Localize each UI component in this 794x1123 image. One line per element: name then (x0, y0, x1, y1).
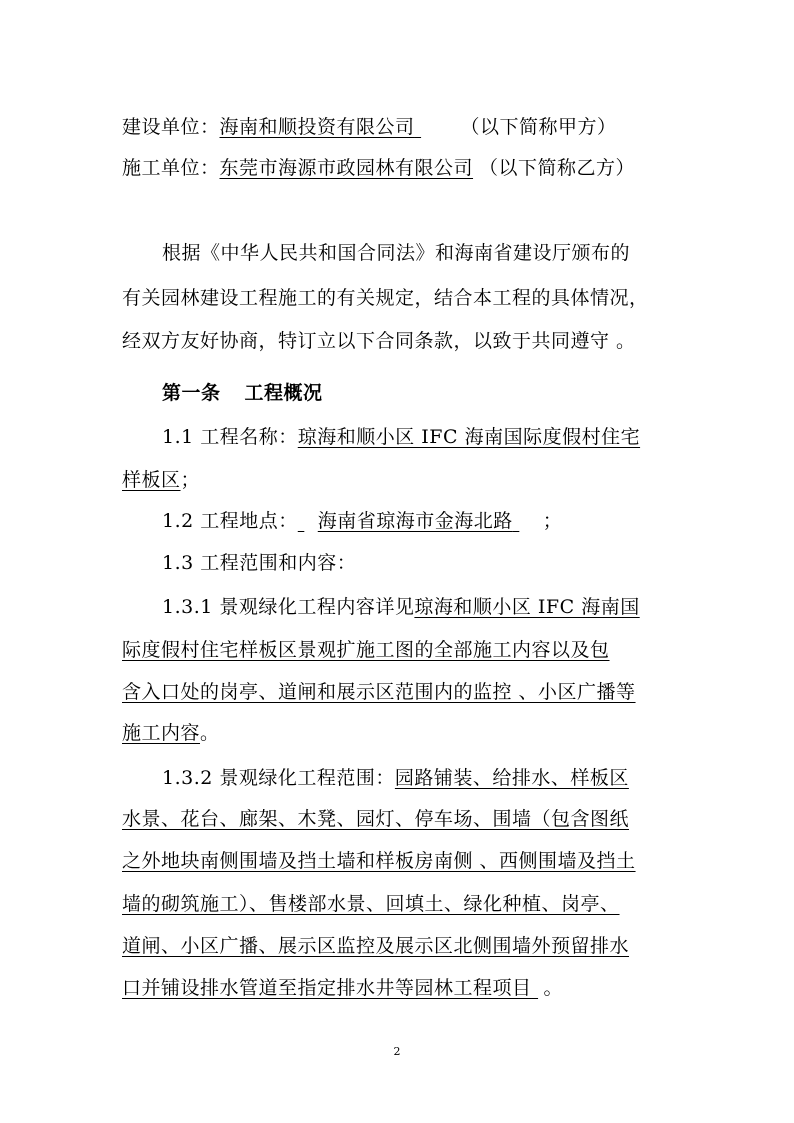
item-1-3-1-prefix: 1.3.1 景观绿化工程内容详见 (162, 596, 415, 618)
item-1-1-line-1 (162, 422, 722, 449)
builder-suffix: （以下简称甲方） (460, 116, 617, 138)
item-1-3-1-line-3: 含入口处的岗亭、道闸和展示区范围内的监控 、小区广播等 (122, 681, 636, 703)
article-1-number: 第一条 (162, 382, 221, 404)
contractor-name: 东莞市海源市政园林有限公司 (219, 157, 474, 179)
item-1-3-1-line-4 (122, 718, 682, 745)
item-1-3-2-end: 。 (543, 977, 564, 999)
item-1-3-1-text-1: 琼海和顺小区 IFC 海南国 (414, 596, 640, 618)
item-1-3-line: 1.3 工程范围和内容： (162, 552, 357, 574)
item-1-2-prefix: 1.2 工程地点： (162, 510, 298, 532)
item-1-2-blank-left (298, 510, 318, 532)
item-1-3-2-line-6 (122, 973, 682, 1000)
builder-name: 海南和顺投资有限公司 (219, 116, 415, 138)
item-1-3-2-line-3: 之外地块南侧围墙及挡土墙和样板房南侧 、西侧围墙及挡土 (122, 850, 636, 872)
item-1-3-2-line-4: 墙的砌筑施工）、售楼部水景、回填土、绿化种植、岗亭、 (122, 893, 620, 915)
builder-label: 建设单位： (122, 116, 220, 138)
item-1-3-1-line-1 (162, 592, 722, 619)
article-1-heading (162, 378, 722, 405)
item-1-3-2-text-1: 园路铺装、给排水、样板区 (394, 767, 629, 789)
item-1-1-value: 琼海和顺小区 IFC 海南国际度假村住宅 (297, 426, 641, 448)
preamble-line-3: 经双方友好协商，特订立以下合同条款，以致于共同遵守 。 (122, 330, 636, 352)
item-1-1-line-2 (122, 465, 682, 492)
builder-line (122, 112, 682, 139)
item-1-3-1-line-2: 际度假村住宅样板区景观扩施工图的全部施工内容以及包 (122, 639, 610, 661)
item-1-2-blank-right (513, 510, 537, 532)
item-1-3-1-text-4: 施工内容 (122, 722, 201, 744)
item-1-1-value-cont: 样板区 (122, 469, 181, 491)
item-1-2-line (162, 506, 722, 533)
preamble-line-1: 根据《中华人民共和国合同法》和海南省建设厅颁布的 (162, 242, 631, 264)
item-1-2-value: 海南省琼海市金海北路 (317, 510, 513, 532)
item-1-3-2-line-1 (162, 763, 722, 790)
contractor-label: 施工单位： (122, 157, 220, 179)
item-1-3-2-line-5: 道闸、小区广播、展示区监控及展示区北侧围墙外预留排水 (122, 935, 630, 957)
item-1-3-2-text-6: 口并铺设排水管道至指定排水井等园林工程项目 (122, 977, 532, 999)
item-1-3-1-end: 。 (200, 722, 220, 744)
item-1-1-prefix: 1.1 工程名称： (162, 426, 298, 448)
item-1-3-2-blank (532, 977, 544, 999)
item-1-1-end: ； (180, 469, 201, 491)
item-1-3-2-line-2: 水景、花台、廊架、木凳、园灯、停车场、围墙（包含图纸 (122, 808, 630, 830)
preamble-line-2: 有关园林建设工程施工的有关规定，结合本工程的具体情况， (122, 287, 649, 309)
builder-name-blank (415, 116, 453, 138)
contractor-suffix: （以下简称乙方） (479, 157, 636, 179)
article-1-title: 工程概况 (244, 382, 323, 404)
page-number: 2 (393, 1045, 401, 1058)
item-1-2-end: ； (542, 510, 563, 532)
contractor-line (122, 153, 682, 180)
item-1-3-2-prefix: 1.3.2 景观绿化工程范围： (162, 767, 395, 789)
